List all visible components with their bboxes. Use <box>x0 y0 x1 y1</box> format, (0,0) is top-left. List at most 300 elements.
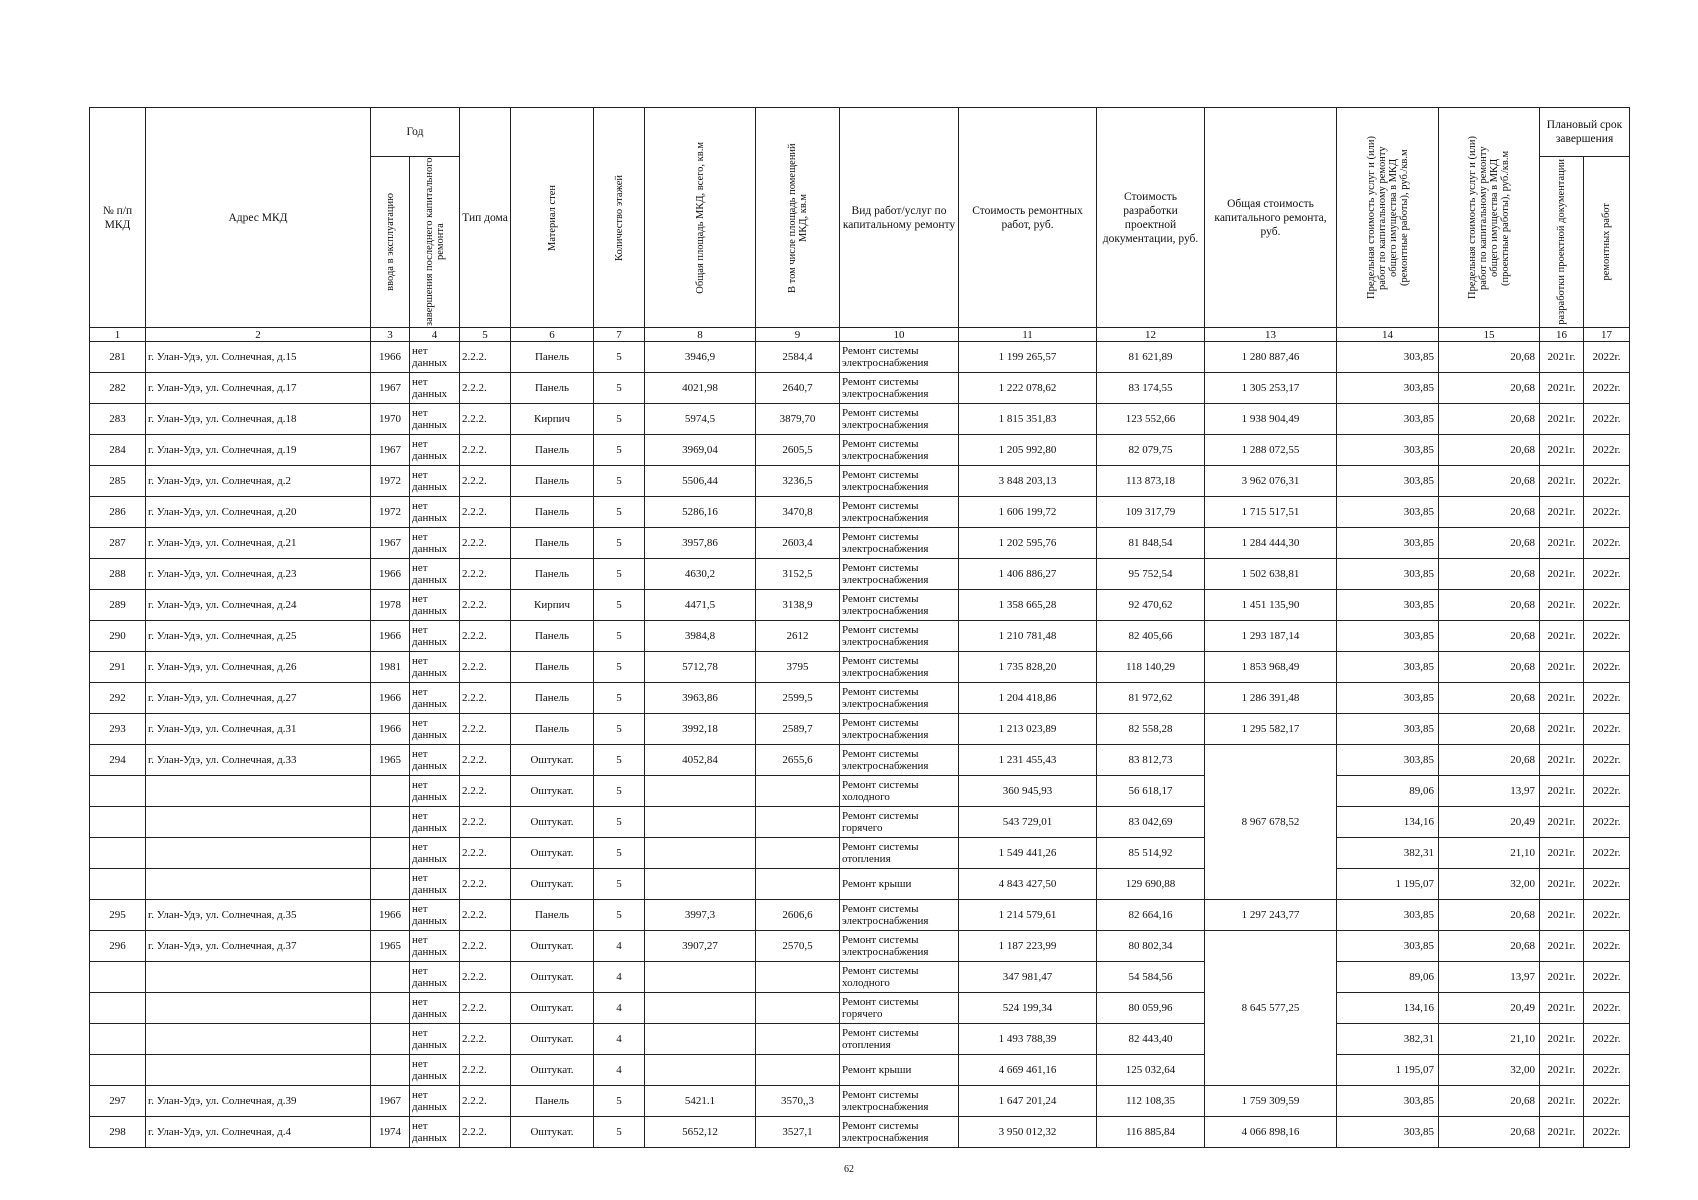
row-address <box>146 993 371 1024</box>
column-number: 17 <box>1584 328 1630 342</box>
row-deadline-design: 2021г. <box>1540 404 1584 435</box>
row-house-type: 2.2.2. <box>460 652 511 683</box>
row-deadline-design: 2021г. <box>1540 1117 1584 1148</box>
row-area-total: 5652,12 <box>645 1117 756 1148</box>
row-wall-material: Оштукат. <box>511 1055 594 1086</box>
row-floors: 5 <box>594 1117 645 1148</box>
row-house-type: 2.2.2. <box>460 714 511 745</box>
row-cost-total: 1 288 072,55 <box>1205 435 1337 466</box>
row-cost-repair: 1 222 078,62 <box>959 373 1097 404</box>
row-deadline-repair: 2022г. <box>1584 1024 1630 1055</box>
header-limit-repair: Предельная стоимость услуг и (или) работ по капитальному ремонту общего имущества в МКД (ремонтные работы), руб./кв.м <box>1337 108 1439 328</box>
row-year-last-repair: нет данных <box>410 900 460 931</box>
row-cost-repair: 3 950 012,32 <box>959 1117 1097 1148</box>
row-deadline-repair: 2022г. <box>1584 1086 1630 1117</box>
row-address <box>146 838 371 869</box>
row-work-type: Ремонт системы электроснабжения <box>840 497 959 528</box>
row-work-type: Ремонт системы электроснабжения <box>840 745 959 776</box>
row-cost-total: 1 284 444,30 <box>1205 528 1337 559</box>
row-deadline-repair: 2022г. <box>1584 931 1630 962</box>
row-address: г. Улан-Удэ, ул. Солнечная, д.24 <box>146 590 371 621</box>
row-work-type: Ремонт системы горячего <box>840 993 959 1024</box>
row-house-type: 2.2.2. <box>460 1086 511 1117</box>
row-deadline-design: 2021г. <box>1540 621 1584 652</box>
row-number: 281 <box>90 342 146 373</box>
row-wall-material: Оштукат. <box>511 993 594 1024</box>
row-limit-repair: 134,16 <box>1337 993 1439 1024</box>
row-number: 290 <box>90 621 146 652</box>
row-house-type: 2.2.2. <box>460 931 511 962</box>
row-house-type: 2.2.2. <box>460 993 511 1024</box>
header-year-last-repair: завершения последнего капитального ремонта <box>410 157 460 328</box>
table-row <box>90 1055 1630 1086</box>
row-deadline-design: 2021г. <box>1540 745 1584 776</box>
row-floors: 4 <box>594 1024 645 1055</box>
row-limit-repair: 303,85 <box>1337 404 1439 435</box>
row-deadline-design: 2021г. <box>1540 466 1584 497</box>
row-cost-repair: 524 199,34 <box>959 993 1097 1024</box>
row-wall-material: Оштукат. <box>511 1024 594 1055</box>
row-deadline-design: 2021г. <box>1540 776 1584 807</box>
row-year-last-repair: нет данных <box>410 807 460 838</box>
row-year-built: 1965 <box>371 931 410 962</box>
row-deadline-design: 2021г. <box>1540 497 1584 528</box>
column-number: 1 <box>90 328 146 342</box>
row-year-last-repair: нет данных <box>410 962 460 993</box>
row-house-type: 2.2.2. <box>460 528 511 559</box>
row-floors: 4 <box>594 962 645 993</box>
header-limit-design: Предельная стоимость услуг и (или) работ по капитальному ремонту общего имущества в МКД (проектные работы), руб./кв.м <box>1439 108 1540 328</box>
header-cost-design: Стоимость разработки проектной документации, руб. <box>1097 108 1205 328</box>
capital-repair-table <box>89 107 1630 1148</box>
row-cost-total: 1 715 517,51 <box>1205 497 1337 528</box>
row-wall-material: Панель <box>511 1086 594 1117</box>
row-year-last-repair: нет данных <box>410 683 460 714</box>
row-address: г. Улан-Удэ, ул. Солнечная, д.33 <box>146 745 371 776</box>
header-year: Год <box>371 108 460 157</box>
row-cost-design: 95 752,54 <box>1097 559 1205 590</box>
column-number: 15 <box>1439 328 1540 342</box>
row-deadline-design: 2021г. <box>1540 807 1584 838</box>
column-number: 5 <box>460 328 511 342</box>
row-wall-material: Панель <box>511 621 594 652</box>
row-cost-design: 80 059,96 <box>1097 993 1205 1024</box>
row-year-built: 1966 <box>371 683 410 714</box>
row-deadline-repair: 2022г. <box>1584 590 1630 621</box>
row-deadline-repair: 2022г. <box>1584 714 1630 745</box>
row-deadline-repair: 2022г. <box>1584 993 1630 1024</box>
row-deadline-repair: 2022г. <box>1584 1117 1630 1148</box>
row-work-type: Ремонт системы электроснабжения <box>840 373 959 404</box>
table-row <box>90 993 1630 1024</box>
column-number: 3 <box>371 328 410 342</box>
row-address: г. Улан-Удэ, ул. Солнечная, д.37 <box>146 931 371 962</box>
row-year-built: 1965 <box>371 745 410 776</box>
row-year-last-repair: нет данных <box>410 993 460 1024</box>
row-limit-repair: 303,85 <box>1337 745 1439 776</box>
row-address: г. Улан-Удэ, ул. Солнечная, д.31 <box>146 714 371 745</box>
row-cost-repair: 1 214 579,61 <box>959 900 1097 931</box>
row-deadline-design: 2021г. <box>1540 931 1584 962</box>
row-year-built: 1981 <box>371 652 410 683</box>
row-area-premises: 3236,5 <box>756 466 840 497</box>
row-year-built: 1974 <box>371 1117 410 1148</box>
row-number: 296 <box>90 931 146 962</box>
row-address: г. Улан-Удэ, ул. Солнечная, д.39 <box>146 1086 371 1117</box>
row-year-built: 1972 <box>371 497 410 528</box>
row-address: г. Улан-Удэ, ул. Солнечная, д.19 <box>146 435 371 466</box>
row-number: 289 <box>90 590 146 621</box>
row-work-type: Ремонт системы электроснабжения <box>840 466 959 497</box>
row-year-built <box>371 776 410 807</box>
row-wall-material: Оштукат. <box>511 838 594 869</box>
row-house-type: 2.2.2. <box>460 869 511 900</box>
row-deadline-repair: 2022г. <box>1584 745 1630 776</box>
table-row <box>90 900 1630 931</box>
row-floors: 5 <box>594 559 645 590</box>
row-address: г. Улан-Удэ, ул. Солнечная, д.15 <box>146 342 371 373</box>
row-area-total: 3957,86 <box>645 528 756 559</box>
row-floors: 4 <box>594 1055 645 1086</box>
row-wall-material: Оштукат. <box>511 962 594 993</box>
row-wall-material: Панель <box>511 683 594 714</box>
row-wall-material: Панель <box>511 497 594 528</box>
row-year-last-repair: нет данных <box>410 869 460 900</box>
row-area-premises: 3152,5 <box>756 559 840 590</box>
column-number-row <box>90 328 1630 342</box>
row-limit-repair: 303,85 <box>1337 559 1439 590</box>
row-limit-repair: 382,31 <box>1337 1024 1439 1055</box>
row-cost-design: 80 802,34 <box>1097 931 1205 962</box>
table-row <box>90 931 1630 962</box>
row-work-type: Ремонт системы электроснабжения <box>840 404 959 435</box>
table-row <box>90 404 1630 435</box>
row-cost-design: 116 885,84 <box>1097 1117 1205 1148</box>
row-limit-repair: 303,85 <box>1337 528 1439 559</box>
row-work-type: Ремонт системы холодного <box>840 776 959 807</box>
row-number: 286 <box>90 497 146 528</box>
row-cost-repair: 1 231 455,43 <box>959 745 1097 776</box>
row-work-type: Ремонт системы электроснабжения <box>840 528 959 559</box>
row-limit-design: 20,68 <box>1439 528 1540 559</box>
row-number: 298 <box>90 1117 146 1148</box>
row-cost-repair: 1 549 441,26 <box>959 838 1097 869</box>
row-cost-design: 82 079,75 <box>1097 435 1205 466</box>
row-deadline-design: 2021г. <box>1540 993 1584 1024</box>
row-wall-material: Панель <box>511 559 594 590</box>
row-limit-design: 20,68 <box>1439 931 1540 962</box>
row-year-built: 1978 <box>371 590 410 621</box>
row-cost-repair: 1 815 351,83 <box>959 404 1097 435</box>
row-cost-total: 1 759 309,59 <box>1205 1086 1337 1117</box>
row-area-premises: 3795 <box>756 652 840 683</box>
row-number: 287 <box>90 528 146 559</box>
row-cost-design: 82 443,40 <box>1097 1024 1205 1055</box>
row-cost-repair: 360 945,93 <box>959 776 1097 807</box>
row-deadline-design: 2021г. <box>1540 435 1584 466</box>
row-number <box>90 1024 146 1055</box>
table-row <box>90 342 1630 373</box>
row-cost-design: 81 621,89 <box>1097 342 1205 373</box>
row-number <box>90 776 146 807</box>
row-deadline-design: 2021г. <box>1540 559 1584 590</box>
row-number: 283 <box>90 404 146 435</box>
row-floors: 5 <box>594 466 645 497</box>
row-year-last-repair: нет данных <box>410 1086 460 1117</box>
page-number: 62 <box>844 1164 854 1175</box>
row-year-built: 1970 <box>371 404 410 435</box>
row-number <box>90 807 146 838</box>
row-cost-design: 81 848,54 <box>1097 528 1205 559</box>
row-area-total: 5421.1 <box>645 1086 756 1117</box>
row-limit-repair: 1 195,07 <box>1337 1055 1439 1086</box>
row-year-built <box>371 1024 410 1055</box>
row-year-built <box>371 962 410 993</box>
row-house-type: 2.2.2. <box>460 838 511 869</box>
table-row <box>90 807 1630 838</box>
row-deadline-repair: 2022г. <box>1584 962 1630 993</box>
row-area-premises <box>756 1055 840 1086</box>
row-work-type: Ремонт системы электроснабжения <box>840 714 959 745</box>
row-limit-repair: 303,85 <box>1337 435 1439 466</box>
row-cost-total: 3 962 076,31 <box>1205 466 1337 497</box>
row-year-last-repair: нет данных <box>410 528 460 559</box>
row-number: 293 <box>90 714 146 745</box>
row-area-total: 5286,16 <box>645 497 756 528</box>
row-limit-design: 20,68 <box>1439 590 1540 621</box>
row-deadline-design: 2021г. <box>1540 1055 1584 1086</box>
row-number: 288 <box>90 559 146 590</box>
row-year-built <box>371 993 410 1024</box>
table-row <box>90 559 1630 590</box>
row-deadline-design: 2021г. <box>1540 590 1584 621</box>
row-deadline-repair: 2022г. <box>1584 621 1630 652</box>
row-area-premises <box>756 838 840 869</box>
row-year-last-repair: нет данных <box>410 714 460 745</box>
row-cost-design: 109 317,79 <box>1097 497 1205 528</box>
row-number: 291 <box>90 652 146 683</box>
row-deadline-design: 2021г. <box>1540 900 1584 931</box>
row-floors: 5 <box>594 869 645 900</box>
row-address <box>146 1055 371 1086</box>
row-area-total: 5974,5 <box>645 404 756 435</box>
row-year-last-repair: нет данных <box>410 559 460 590</box>
row-deadline-design: 2021г. <box>1540 869 1584 900</box>
row-deadline-repair: 2022г. <box>1584 1055 1630 1086</box>
table-row <box>90 435 1630 466</box>
row-area-premises <box>756 1024 840 1055</box>
row-wall-material: Панель <box>511 373 594 404</box>
row-limit-design: 20,49 <box>1439 993 1540 1024</box>
row-work-type: Ремонт системы электроснабжения <box>840 931 959 962</box>
row-limit-design: 20,68 <box>1439 621 1540 652</box>
row-cost-repair: 1 187 223,99 <box>959 931 1097 962</box>
row-area-premises: 3470,8 <box>756 497 840 528</box>
row-wall-material: Оштукат. <box>511 869 594 900</box>
column-number: 8 <box>645 328 756 342</box>
table-row <box>90 1117 1630 1148</box>
row-deadline-design: 2021г. <box>1540 683 1584 714</box>
row-number <box>90 993 146 1024</box>
column-number: 10 <box>840 328 959 342</box>
row-address: г. Улан-Удэ, ул. Солнечная, д.26 <box>146 652 371 683</box>
row-floors: 5 <box>594 373 645 404</box>
row-wall-material: Панель <box>511 900 594 931</box>
row-wall-material: Панель <box>511 342 594 373</box>
table-body <box>90 342 1630 1148</box>
row-house-type: 2.2.2. <box>460 497 511 528</box>
row-deadline-repair: 2022г. <box>1584 776 1630 807</box>
row-cost-repair: 4 669 461,16 <box>959 1055 1097 1086</box>
row-year-built: 1966 <box>371 900 410 931</box>
row-deadline-design: 2021г. <box>1540 652 1584 683</box>
row-number: 295 <box>90 900 146 931</box>
row-limit-repair: 303,85 <box>1337 714 1439 745</box>
row-limit-design: 20,68 <box>1439 404 1540 435</box>
row-area-total: 3946,9 <box>645 342 756 373</box>
row-year-built: 1967 <box>371 1086 410 1117</box>
header-year-built: ввода в эксплуатацию <box>371 157 410 328</box>
row-limit-repair: 303,85 <box>1337 373 1439 404</box>
row-number: 282 <box>90 373 146 404</box>
row-cost-design: 82 558,28 <box>1097 714 1205 745</box>
row-cost-total: 1 293 187,14 <box>1205 621 1337 652</box>
row-deadline-repair: 2022г. <box>1584 838 1630 869</box>
row-area-premises: 2606,6 <box>756 900 840 931</box>
row-area-premises <box>756 962 840 993</box>
row-number: 292 <box>90 683 146 714</box>
header-deadline-repair: ремонтных работ <box>1584 157 1630 328</box>
row-house-type: 2.2.2. <box>460 807 511 838</box>
column-number: 9 <box>756 328 840 342</box>
row-cost-repair: 347 981,47 <box>959 962 1097 993</box>
row-year-last-repair: нет данных <box>410 435 460 466</box>
table-row <box>90 652 1630 683</box>
row-limit-repair: 303,85 <box>1337 900 1439 931</box>
row-number: 284 <box>90 435 146 466</box>
column-number: 14 <box>1337 328 1439 342</box>
header-floors: Количество этажей <box>594 108 645 328</box>
row-wall-material: Панель <box>511 652 594 683</box>
row-limit-repair: 134,16 <box>1337 807 1439 838</box>
row-limit-design: 13,97 <box>1439 776 1540 807</box>
row-deadline-repair: 2022г. <box>1584 466 1630 497</box>
row-area-premises: 2612 <box>756 621 840 652</box>
row-limit-design: 20,68 <box>1439 1117 1540 1148</box>
row-cost-design: 83 174,55 <box>1097 373 1205 404</box>
column-number: 2 <box>146 328 371 342</box>
row-floors: 5 <box>594 714 645 745</box>
row-address <box>146 962 371 993</box>
row-deadline-repair: 2022г. <box>1584 559 1630 590</box>
row-wall-material: Панель <box>511 714 594 745</box>
row-floors: 5 <box>594 528 645 559</box>
row-house-type: 2.2.2. <box>460 900 511 931</box>
table-row <box>90 838 1630 869</box>
column-number: 12 <box>1097 328 1205 342</box>
row-cost-repair: 1 358 665,28 <box>959 590 1097 621</box>
row-work-type: Ремонт системы горячего <box>840 807 959 838</box>
row-cost-repair: 1 647 201,24 <box>959 1086 1097 1117</box>
row-cost-total: 1 853 968,49 <box>1205 652 1337 683</box>
row-address: г. Улан-Удэ, ул. Солнечная, д.4 <box>146 1117 371 1148</box>
row-cost-total: 1 295 582,17 <box>1205 714 1337 745</box>
row-year-last-repair: нет данных <box>410 497 460 528</box>
row-work-type: Ремонт системы электроснабжения <box>840 1086 959 1117</box>
row-year-last-repair: нет данных <box>410 652 460 683</box>
header-wall-material: Материал стен <box>511 108 594 328</box>
row-work-type: Ремонт системы электроснабжения <box>840 621 959 652</box>
row-area-premises: 2589,7 <box>756 714 840 745</box>
row-limit-design: 20,68 <box>1439 745 1540 776</box>
row-area-total: 3997,3 <box>645 900 756 931</box>
row-address <box>146 807 371 838</box>
row-limit-design: 20,49 <box>1439 807 1540 838</box>
row-cost-total: 8 645 577,25 <box>1205 931 1337 1086</box>
row-house-type: 2.2.2. <box>460 683 511 714</box>
row-deadline-design: 2021г. <box>1540 528 1584 559</box>
row-limit-design: 20,68 <box>1439 373 1540 404</box>
header-address: Адрес МКД <box>146 108 371 328</box>
row-cost-repair: 1 204 418,86 <box>959 683 1097 714</box>
table-row <box>90 373 1630 404</box>
row-year-built: 1966 <box>371 342 410 373</box>
row-cost-design: 82 664,16 <box>1097 900 1205 931</box>
row-limit-design: 21,10 <box>1439 838 1540 869</box>
row-area-total <box>645 993 756 1024</box>
row-house-type: 2.2.2. <box>460 745 511 776</box>
row-number <box>90 1055 146 1086</box>
column-number: 4 <box>410 328 460 342</box>
row-limit-design: 21,10 <box>1439 1024 1540 1055</box>
row-limit-design: 20,68 <box>1439 559 1540 590</box>
row-work-type: Ремонт крыши <box>840 1055 959 1086</box>
row-area-premises: 2584,4 <box>756 342 840 373</box>
table-row <box>90 621 1630 652</box>
row-year-last-repair: нет данных <box>410 1055 460 1086</box>
row-wall-material: Кирпич <box>511 404 594 435</box>
row-deadline-repair: 2022г. <box>1584 869 1630 900</box>
row-cost-design: 112 108,35 <box>1097 1086 1205 1117</box>
row-floors: 5 <box>594 652 645 683</box>
row-floors: 5 <box>594 745 645 776</box>
row-cost-design: 54 584,56 <box>1097 962 1205 993</box>
row-area-total <box>645 962 756 993</box>
row-limit-repair: 303,85 <box>1337 1117 1439 1148</box>
row-area-total: 3984,8 <box>645 621 756 652</box>
row-address: г. Улан-Удэ, ул. Солнечная, д.21 <box>146 528 371 559</box>
row-deadline-repair: 2022г. <box>1584 373 1630 404</box>
row-area-total <box>645 807 756 838</box>
row-year-last-repair: нет данных <box>410 1024 460 1055</box>
row-address <box>146 776 371 807</box>
row-deadline-design: 2021г. <box>1540 1086 1584 1117</box>
row-area-total: 4630,2 <box>645 559 756 590</box>
row-deadline-repair: 2022г. <box>1584 528 1630 559</box>
row-area-total <box>645 1024 756 1055</box>
row-limit-repair: 89,06 <box>1337 776 1439 807</box>
row-year-built: 1972 <box>371 466 410 497</box>
row-limit-design: 32,00 <box>1439 869 1540 900</box>
row-cost-design: 113 873,18 <box>1097 466 1205 497</box>
row-year-built: 1967 <box>371 373 410 404</box>
row-area-premises: 3879,70 <box>756 404 840 435</box>
row-cost-total: 1 305 253,17 <box>1205 373 1337 404</box>
row-work-type: Ремонт системы электроснабжения <box>840 1117 959 1148</box>
row-house-type: 2.2.2. <box>460 590 511 621</box>
row-year-last-repair: нет данных <box>410 745 460 776</box>
row-cost-repair: 1 213 023,89 <box>959 714 1097 745</box>
